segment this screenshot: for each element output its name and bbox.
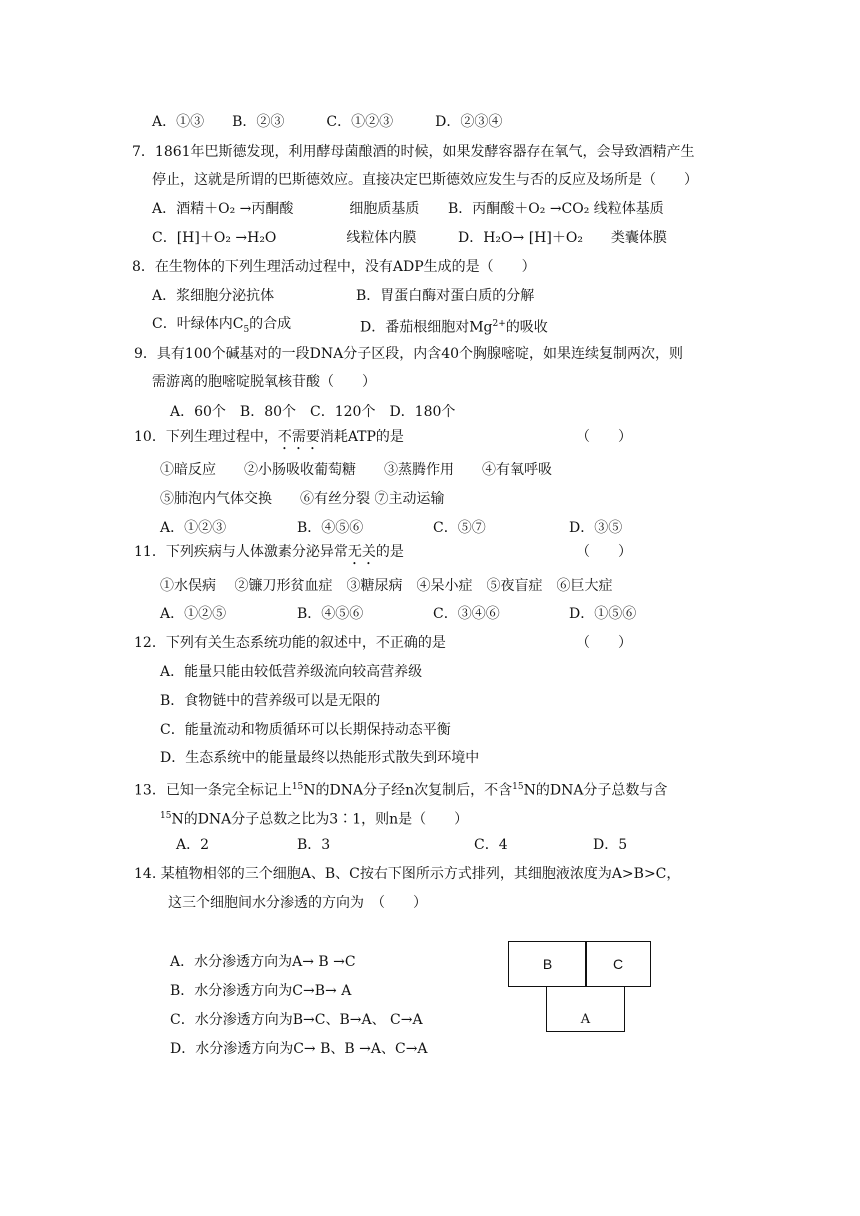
question-10-option-c: C．⑤⑦ xyxy=(433,520,486,536)
question-12-stem: 12．下列有关生态系统功能的叙述中，不正确的是 xyxy=(134,635,446,651)
question-8-stem: 8．在生物体的下列生理活动过程中，没有ADP生成的是（ ） xyxy=(132,259,536,275)
question-14-option-a: A．水分渗透方向为A→ B →C xyxy=(170,954,356,970)
question-10-answer-paren: （ ） xyxy=(576,429,632,445)
question-13-option-c: C．4 xyxy=(474,837,508,853)
question-13-stem-line-2: $^{15}$N的DNA分子总数之比为3∶1，则n是（ ） xyxy=(160,811,469,828)
cell-a xyxy=(546,986,625,1032)
cell-c xyxy=(585,941,651,987)
question-11-items: ①水俣病 ②镰刀形贫血症 ③糖尿病 ④呆小症 ⑤夜盲症 ⑥巨大症 xyxy=(160,578,613,594)
question-7-stem-line-1: 7．1861年巴斯德发现，利用酵母菌酿酒的时候，如果发酵容器存在氧气，会导致酒精产生 xyxy=(132,144,695,160)
question-11-option-a: A．①②⑤ xyxy=(160,606,227,622)
question-10-option-b: B．④⑤⑥ xyxy=(297,520,364,536)
cell-a-label: A xyxy=(580,1012,591,1027)
cell-b xyxy=(508,941,587,987)
question-8-option-c: C．叶绿体内$C_5$的合成 xyxy=(152,316,292,335)
question-11-answer-paren: （ ） xyxy=(576,544,632,560)
question-7-option-a: A．酒精＋O₂ →丙酮酸 细胞质基质 xyxy=(152,201,420,217)
cell-b-label: B xyxy=(542,956,553,972)
question-13-option-b: B．3 xyxy=(297,837,331,853)
question-13-option-a: A．2 xyxy=(176,837,210,853)
question-12-option-c: C．能量流动和物质循环可以长期保持动态平衡 xyxy=(160,722,451,738)
question-14-stem-line-1: 14. 某植物相邻的三个细胞A、B、C按右下图所示方式排列，其细胞液浓度为A>B>C， xyxy=(134,866,681,882)
question-7-option-c: C．[H]＋O₂ →H₂O 线粒体内膜 xyxy=(152,230,417,246)
question-10-stem: 10．下列生理过程中，不需要消耗ATP的是 xyxy=(134,429,404,445)
question-14-stem-line-2: 这三个细胞间水分渗透的方向为 （ ） xyxy=(168,895,427,911)
question-13-stem-line-1: 13．已知一条完全标记上$^{15}$N的DNA分子经n次复制后，不含$^{15}$N的DNA分子总数与含 xyxy=(134,782,668,799)
question-9-options: A．60个 B．80个 C．120个 D．180个 xyxy=(170,404,456,420)
emphasis-text: 不需要 xyxy=(277,429,320,445)
question-14-option-c: C．水分渗透方向为B→C、B→A、 C→A xyxy=(170,1012,423,1028)
question-11-option-c: C．③④⑥ xyxy=(433,606,500,622)
question-10-items-line-2: ⑤肺泡内气体交换 ⑥有丝分裂 ⑦主动运输 xyxy=(160,491,445,507)
question-12-answer-paren: （ ） xyxy=(576,635,632,651)
question-7-option-d: D．H₂O→ [H]＋O₂ 类囊体膜 xyxy=(458,230,667,246)
question-8-option-d: D．番茄根细胞对$Mg^{2+}$的吸收 xyxy=(360,319,548,336)
question-7-stem-line-2: 停止，这就是所谓的巴斯德效应。直接决定巴斯德效应发生与否的反应及场所是（ ） xyxy=(152,172,698,188)
question-6-options: A．①③ B．②③ C．①②③ D．②③④ xyxy=(152,114,503,130)
question-10-option-a: A．①②③ xyxy=(160,520,227,536)
question-13-option-d: D．5 xyxy=(593,837,628,853)
question-14-option-b: B．水分渗透方向为C→B→ A xyxy=(170,983,352,999)
question-12-option-a: A．能量只能由较低营养级流向较高营养级 xyxy=(160,664,423,680)
cell-c-label: C xyxy=(612,956,624,972)
question-9-stem-line-2: 需游离的胞嘧啶脱氧核苷酸（ ） xyxy=(152,374,376,390)
question-8-option-b: B．胃蛋白酶对蛋白质的分解 xyxy=(356,288,535,304)
question-14-option-d: D．水分渗透方向为C→ B、B →A、C→A xyxy=(170,1041,428,1057)
question-9-stem-line-1: 9．具有100个碱基对的一段DNA分子区段，内含40个胸腺嘧啶，如果连续复制两次，则 xyxy=(134,346,684,362)
question-10-items-line-1: ①暗反应 ②小肠吸收葡萄糖 ③蒸腾作用 ④有氧呼吸 xyxy=(160,462,552,478)
question-12-option-d: D．生态系统中的能量最终以热能形式散失到环境中 xyxy=(160,750,480,766)
question-8-option-a: A．浆细胞分泌抗体 xyxy=(152,288,275,304)
question-11-stem: 11．下列疾病与人体激素分泌异常无关的是 xyxy=(134,544,404,560)
question-7-option-b: B．丙酮酸＋O₂ →CO₂ 线粒体基质 xyxy=(448,201,664,217)
question-10-option-d: D．③⑤ xyxy=(569,520,623,536)
question-11-option-d: D．①⑤⑥ xyxy=(569,606,637,622)
question-12-option-b: B．食物链中的营养级可以是无限的 xyxy=(160,693,381,709)
emphasis-text: 无关 xyxy=(347,544,376,560)
question-11-option-b: B．④⑤⑥ xyxy=(297,606,364,622)
